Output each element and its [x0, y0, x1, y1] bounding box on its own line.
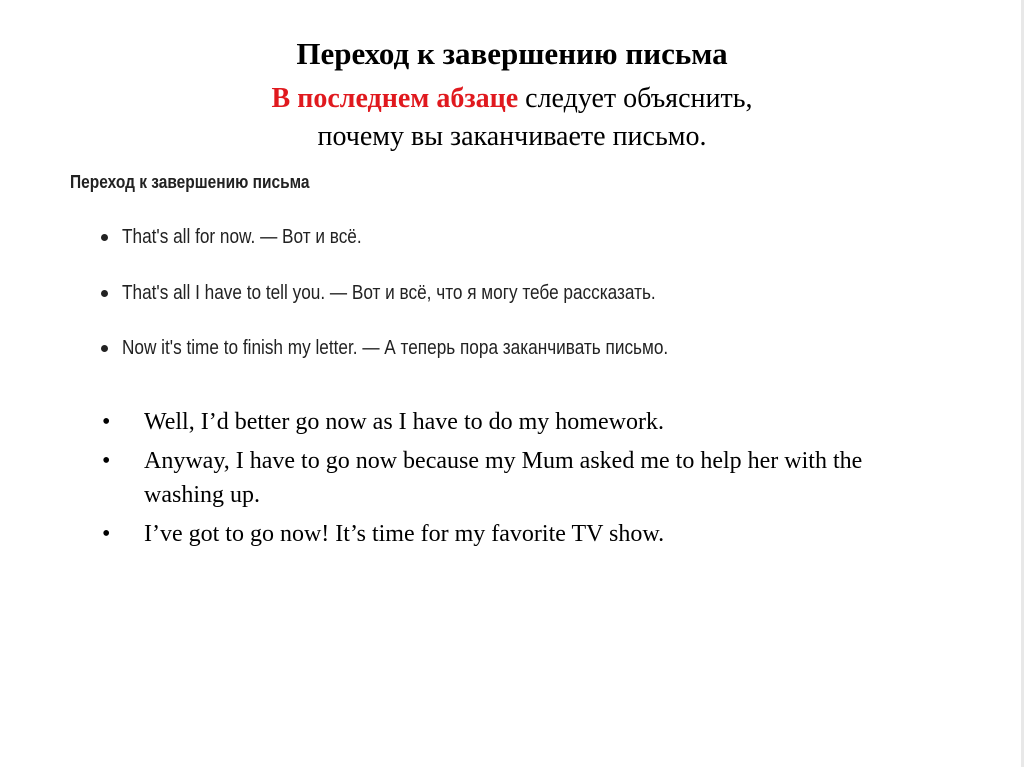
bullet-icon: •	[102, 448, 111, 474]
example-text: I’ve got to go now! It’s time for my favorite TV show.	[144, 521, 665, 547]
phrase-text: Now it's time to finish my letter. — А теперь пора заканчивать письмо.	[122, 337, 669, 359]
bullet-icon	[101, 290, 108, 297]
phrase-text: That's all for now. — Вот и всё.	[122, 226, 362, 248]
subtitle-highlight: В последнем абзаце	[271, 83, 519, 114]
example-text: Anyway, I have to go now because my Mum asked me to help her with the washing up.	[144, 448, 863, 508]
example-list	[98, 405, 898, 556]
phrase-item	[70, 280, 830, 306]
example-item	[98, 405, 874, 439]
example-item	[98, 444, 874, 512]
example-item	[98, 517, 874, 551]
bullet-icon	[101, 234, 108, 241]
bullet-icon: •	[102, 521, 111, 547]
slide-subtitle	[0, 80, 1024, 156]
phrase-text: That's all I have to tell you. — Вот и всё, что я могу тебе рассказать.	[122, 282, 656, 304]
bullet-icon	[101, 345, 108, 352]
phrase-card-heading: Переход к завершению письма	[70, 172, 310, 192]
example-text: Well, I’d better go now as I have to do my homework.	[144, 409, 664, 435]
phrase-item	[70, 335, 830, 361]
phrase-list	[70, 224, 830, 361]
bullet-icon: •	[102, 409, 111, 435]
phrase-card	[70, 170, 830, 361]
slide-title: Переход к завершению письма	[296, 36, 728, 71]
subtitle-line1-rest: следует объяснить,	[518, 83, 753, 114]
phrase-item	[70, 224, 830, 250]
subtitle-line2: почему вы заканчиваете письмо.	[317, 121, 707, 152]
